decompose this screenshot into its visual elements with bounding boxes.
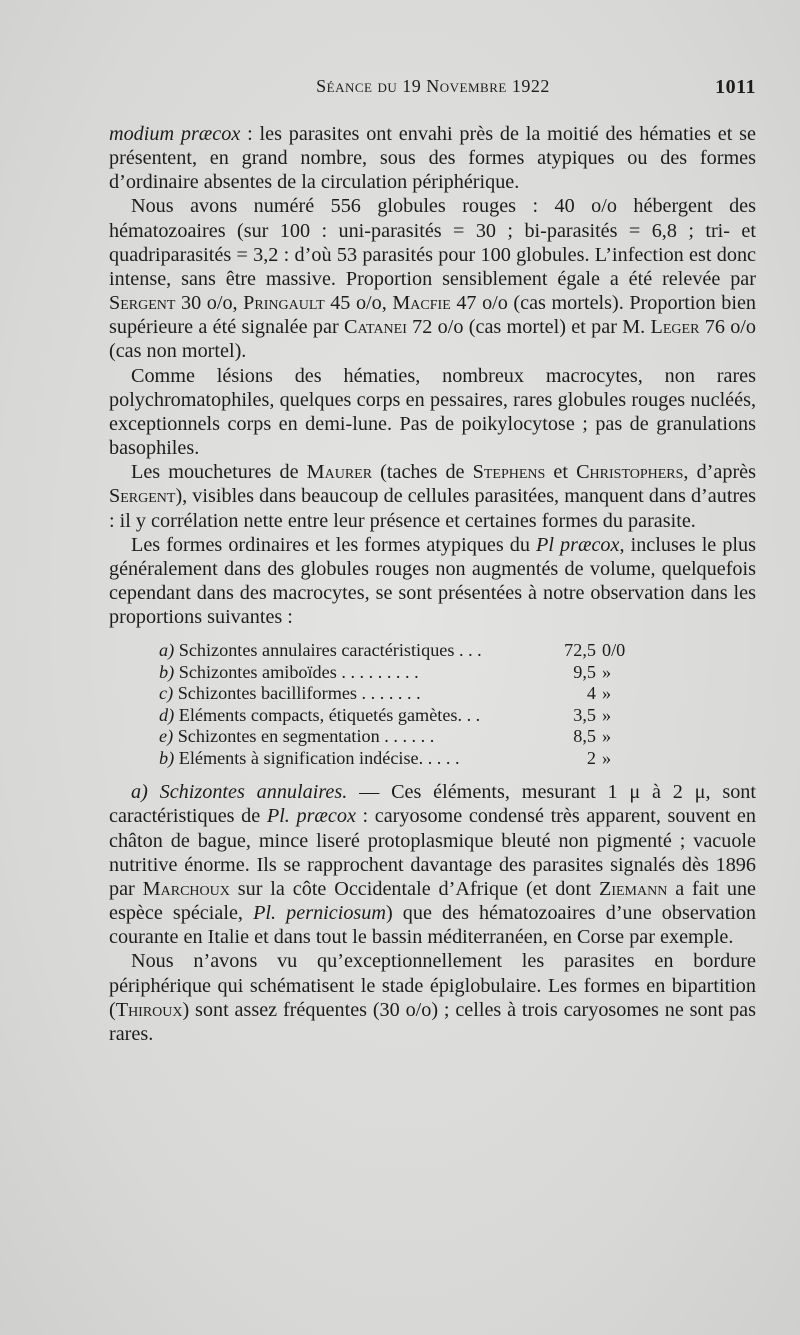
table-row (159, 726, 642, 748)
row-letter: a) (159, 640, 175, 661)
row-text: Eléments à signification indécise. . . . . (174, 747, 460, 768)
text-run: , incluses le plus généralement dans des globules rouges non augmentés de volume, quelquefois cependant dans des macrocytes, se sont présentées à notre observation dans les proportions suivantes : (109, 533, 756, 629)
table-row (159, 662, 642, 684)
text-run: 30 o/o, (175, 292, 244, 315)
row-text: Eléments compacts, étiquetés gamètes. . . (174, 704, 481, 725)
paragraph-2 (109, 194, 756, 363)
row-value: 9,5 (573, 661, 596, 682)
table-row (159, 748, 642, 770)
row-unit: » (602, 704, 612, 725)
text-run: 76 o/o (cas non mortel). (109, 316, 757, 363)
text-run: sur la côte Occidentale d’Afrique (et dont (229, 877, 599, 900)
author-name: Stephens (472, 461, 546, 484)
row-text: Schizontes bacilliformes . . . . . . . (173, 683, 421, 704)
row-label (159, 748, 524, 770)
text-run: Nous n’avons vu qu’exceptionnellement les parasites en bordure périphérique qui schématisent le stade épiglobulaire. Les formes en bipartition ( (109, 950, 756, 1021)
text-run: ) sont assez fréquentes (30 o/o) ; celles à trois caryosomes ne sont pas rares. (109, 998, 756, 1045)
section-lead: a) Schizontes annulaires. (131, 781, 348, 804)
paragraph-1 (109, 122, 756, 194)
text-run: Nous avons numéré 556 globules rouges : 40 o/o hébergent des hématozoaires (sur 100 : uni-parasités = 30 ; bi-parasités = 6,8 ; tri- et quadriparasités = 3,2 : d’où 53 parasités pour 100 globules. L’infection est donc intense, sans être massive. Proportion sensiblement égale a été relevée par (109, 195, 756, 290)
paragraph-6 (109, 780, 756, 949)
row-text: Schizontes en segmentation . . . . . . (173, 726, 435, 747)
text-run: : caryosome condensé très apparent, souvent en châton de bague, mince liseré protoplasmique bleuté non pigmenté ; vacuole nutritive énorme. Ils se rapprochent davantage des parasites signalés dès 1896 par (109, 805, 756, 900)
text-run: Les formes ordinaires et les formes atypiques du (131, 533, 537, 556)
text-run: Comme lésions des hématies, nombreux macrocytes, non rares polychromatophiles, quelques corps en pessaires, rares globules rouges nucléés, exceptionnels corps en demi-lune. Pas de poikylocytose ; pas de granulations basophiles. (109, 364, 756, 460)
table-row (159, 640, 642, 662)
table-row (159, 705, 642, 727)
row-label (159, 726, 524, 748)
text-run: — Ces éléments, mesurant 1 μ à 2 μ, sont caractéristiques de (109, 781, 756, 828)
text-run: 72 o/o (cas mortel) et par M. (406, 316, 651, 339)
row-unit: » (602, 683, 612, 704)
row-unit: » (602, 661, 612, 682)
author-name: Thiroux (115, 998, 183, 1021)
row-value: 2 (586, 747, 596, 768)
row-text: Schizontes annulaires caractéristiques . . . (174, 640, 482, 661)
row-value: 8,5 (573, 726, 596, 747)
row-label (159, 683, 524, 705)
row-letter: e) (159, 726, 174, 747)
species-name: Pl præcox (536, 533, 620, 556)
author-name: Ziemann (599, 877, 668, 900)
text-run: (taches de (372, 461, 473, 484)
row-label (159, 705, 524, 727)
row-letter: b) (159, 747, 175, 768)
paragraph-4 (109, 460, 756, 532)
row-unit: 0/0 (602, 640, 626, 661)
row-value: 72,5 (564, 640, 596, 661)
author-name: Macfie (392, 292, 451, 315)
text-run: 47 o/o (cas mortels). Proportion bien supérieure a été signalée par (109, 292, 757, 339)
text-run: ) que des hématozoaires d’une observation courante en Italie et dans tout le bassin méditerranéen, en Corse par exemple. (109, 902, 756, 949)
text-run: et (545, 461, 577, 484)
species-name: modium præcox (109, 123, 241, 145)
text-run: a fait une espèce spéciale, (109, 877, 756, 925)
text-run: , d’après (683, 461, 756, 484)
author-name: Leger (650, 316, 700, 339)
paragraph-5 (109, 533, 756, 630)
text-run: ), visibles dans beaucoup de cellules parasitées, manquent dans d’autres : il y corrélation nette entre leur présence et certaines formes du parasite. (109, 485, 756, 532)
paragraph-3 (109, 364, 756, 461)
row-letter: d) (159, 704, 175, 725)
body-text (109, 122, 756, 1046)
row-letter: c) (159, 683, 174, 704)
author-name: Catanei (343, 316, 407, 339)
author-name: Pringault (243, 292, 325, 315)
row-value: 4 (586, 683, 596, 704)
author-name: Christophers (576, 461, 684, 484)
author-name: Sergent (109, 485, 176, 508)
row-value: 3,5 (573, 704, 596, 725)
table-row (159, 683, 642, 705)
running-title: Séance du 19 Novembre 1922 (316, 76, 550, 96)
author-name: Maurer (306, 461, 373, 484)
species-name: Pl. præcox (266, 805, 356, 828)
text-run: 45 o/o, (324, 292, 393, 315)
text-run: Les mouchetures de (131, 461, 307, 484)
text-run: : les parasites ont envahi près de la moitié des hématies et se présentent, en grand nombre, sous des formes atypiques ou des formes d’ordinaire absentes de la circulation périphérique. (109, 123, 756, 194)
row-unit: » (602, 747, 612, 768)
row-text: Schizontes amiboïdes . . . . . . . . . (174, 661, 419, 682)
row-unit: » (602, 726, 612, 747)
page-number: 1011 (715, 76, 756, 98)
author-name: Marchoux (142, 877, 230, 900)
page-header (110, 76, 756, 102)
row-label (159, 640, 524, 662)
author-name: Sergent (109, 292, 176, 315)
proportions-table (159, 640, 642, 769)
row-letter: b) (159, 661, 175, 682)
row-label (159, 662, 524, 684)
paragraph-7 (109, 949, 756, 1046)
species-name: Pl. perniciosum (253, 902, 386, 925)
